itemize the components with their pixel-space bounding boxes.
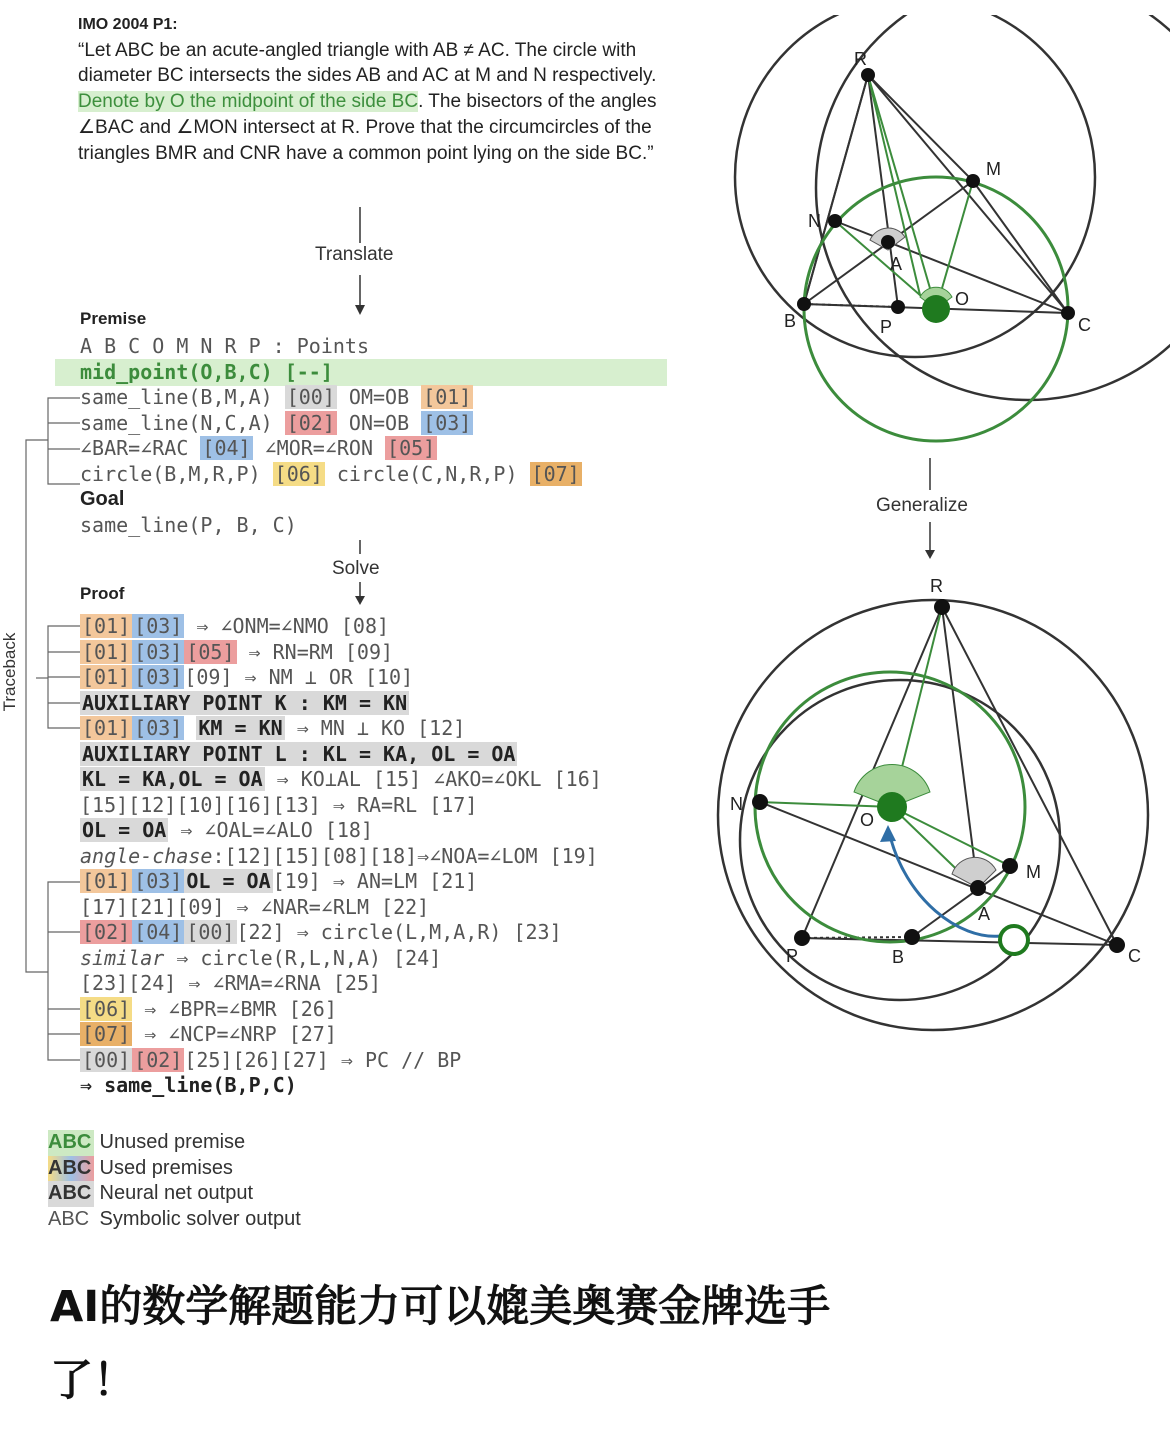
traceback-brackets [0,390,82,1080]
statement-text: ON=OB [336,410,422,435]
legend-swatch: ABC [48,1156,94,1182]
premise-line [80,385,582,411]
statement-text: circle(C,N,R,P) [324,461,530,486]
statement-text: ⇒ ∠NCP=∠NRP [27] [132,1022,337,1046]
label-bottom-n: N [730,794,743,814]
statement-text: [09] ⇒ NM ⊥ OR [10] [184,665,414,689]
reference-tag: [05] [186,639,235,664]
problem-title: IMO 2004 P1: [78,16,178,33]
problem-text-before: “Let ABC be an acute-angled triangle with AB ≠ AC. The circle with diameter BC intersects the sides AB and AC at M and N respectively. [78,39,657,87]
statement-text: similar [80,945,165,970]
proof-line [80,895,602,921]
reference-tag: [07] [82,1022,131,1046]
premise-points: A B C O M N R P : Points [80,334,369,358]
problem-text-after: . The bisectors of the angles ∠BAC and ∠MON intersect at R. Prove that the circumcircles of the triangles BMR and CNR have a common point lying on the side BC.” [78,91,657,164]
label-top-p: P [880,317,893,337]
label-bottom-o: O [860,810,875,830]
reference-tag: [00] [286,385,335,409]
proof-title: Proof [80,584,125,603]
statement-text: [25][26][27] ⇒ PC // BP [184,1047,462,1072]
statement-text: [19] ⇒ AN=LM [21] [272,869,478,893]
reference-tag: [01] [82,614,131,638]
statement-text: [23][24] ⇒ ∠RMA=∠RNA [25] [80,971,382,995]
reference-tag: [04] [134,920,183,944]
premise-lines [80,385,582,487]
statement-text: ∠MOR=∠RON [252,436,386,460]
proof-line [80,1073,602,1099]
reference-tag: [01] [82,869,131,893]
problem-highlight: Denote by O the midpoint of the side BC [78,91,419,113]
triangle-edges [804,75,1068,313]
proof-line [80,793,602,819]
reference-tag: [07] [531,461,580,486]
proof-line [80,946,602,972]
reference-tag: [03] [134,665,183,689]
label-top-c: C [1078,315,1091,335]
proof-line [80,844,602,870]
statement-text: ⇒ circle(R,L,N,A) [24] [164,945,442,970]
statement-text: OM=OB [336,385,422,409]
legend [48,1130,301,1232]
label-bottom-p: P [786,946,799,966]
reference-tag: [06] [274,461,323,486]
proof-line [80,869,602,895]
reference-tag: OL = OA [186,869,271,893]
reference-tag: KL = KA,OL = OA [82,767,263,791]
reference-tag: [03] [134,716,183,740]
statement-text: same_line(B,M,A) [80,385,285,409]
legend-label: Used premises [94,1156,233,1179]
reference-tag: KM = KN [198,716,283,740]
reference-tag: [02] [286,410,335,435]
generalize-label: Generalize [876,495,968,516]
translate-label: Translate [315,244,394,265]
statement-text: circle(B,M,R,P) [80,461,273,486]
statement-text: [17][21][09] ⇒ ∠NAR=∠RLM [22] [80,894,430,919]
reference-tag: [03] [134,639,183,664]
legend-item [48,1156,301,1182]
proof-line [80,691,602,717]
statement-text: ⇒ RN=RM [09] [236,639,394,664]
reference-tag: AUXILIARY POINT K : KM = KN [82,690,408,715]
proof-line [80,971,602,997]
reference-tag: [05] [387,436,436,460]
goal-title: Goal [80,488,125,510]
reference-tag: [06] [82,996,131,1021]
reference-tag: [02] [82,920,131,944]
proof-lines [80,614,602,1099]
premise-line [80,436,582,462]
statement-text: ∠BAR=∠RAC [80,436,201,460]
statement-text: [15][12][10][16][13] ⇒ RA=RL [17] [80,792,478,817]
proof-line [80,640,602,666]
original-diagram [720,15,1170,460]
label-top-n: N [808,211,821,231]
label-top-o: O [955,289,970,309]
legend-label: Neural net output [94,1182,253,1204]
solve-label: Solve [332,558,380,579]
reference-tag: AUXILIARY POINT L : KL = KA, OL = OA [82,741,516,766]
label-top-r: R [854,49,867,69]
legend-swatch: ABC [48,1181,94,1207]
headline [50,1270,830,1418]
legend-swatch: ABC [48,1207,90,1230]
traceback-label: Traceback [0,632,19,712]
statement-text: ⇒ MN ⊥ KO [12] [284,716,466,740]
label-bottom-r: R [930,576,943,596]
statement-text [184,716,196,740]
proof-line [80,665,602,691]
statement-text: ⇒ ∠BPR=∠BMR [26] [132,996,337,1021]
reference-tag: [01] [82,716,131,740]
statement-text: [22] ⇒ circle(L,M,A,R) [23] [236,920,562,944]
proof-line [80,1022,602,1048]
premise-line [80,411,582,437]
reference-tag: [03] [423,410,472,435]
legend-label: Unused premise [94,1131,246,1153]
reference-tag: [00] [186,920,235,944]
generalized-diagram [690,570,1170,1040]
goal-text: same_line(P, B, C) [80,513,297,537]
reference-tag: [03] [134,614,183,638]
reference-tag: [01] [82,665,131,689]
proof-line [80,614,602,640]
label-bottom-a: A [978,904,991,924]
proof-line [80,1048,602,1074]
label-bottom-b: B [892,947,905,967]
problem-statement [78,12,688,166]
label-bottom-m: M [1026,862,1041,882]
reference-tag: [01] [82,639,131,664]
statement-text: ⇒ ∠OAL=∠ALO [18] [168,818,373,842]
premise-title: Premise [80,309,147,328]
proof-line [80,920,602,946]
legend-item [48,1181,301,1207]
legend-swatch: ABC [48,1130,94,1156]
statement-text: :[12][15][08][18]⇒∠NOA=∠LOM [19] [212,843,598,868]
circle-outer-1 [718,600,1148,1030]
legend-item [48,1130,301,1156]
headline-line-2: 了！ [50,1356,136,1406]
label-bottom-c: C [1128,946,1141,966]
proof-line [80,742,602,768]
reference-tag: [02] [134,1047,183,1072]
reference-tag: OL = OA [82,818,167,842]
premise-line [80,462,582,488]
statement-text: ⇒ KO⊥AL [15] ∠AKO=∠OKL [16] [264,767,602,791]
legend-label: Symbolic solver output [94,1207,301,1230]
circle-bmr [735,15,1095,357]
reference-tag: [00] [82,1047,131,1072]
statement-text: ⇒ ∠ONM=∠NMO [08] [184,614,390,638]
label-top-b: B [784,311,797,331]
reference-tag: [03] [134,869,183,893]
proof-line [80,997,602,1023]
proof-line [80,767,602,793]
statement-text: same_line(N,C,A) [80,410,285,435]
legend-item [48,1207,301,1233]
reference-tag: [01] [423,385,472,409]
statement-text: angle-chase [80,843,213,868]
label-top-m: M [986,159,1001,179]
proof-line [80,716,602,742]
premise-mid-point: mid_point(O,B,C) [--] [80,360,333,384]
statement-text: ⇒ same_line(B,P,C) [80,1073,297,1097]
headline-line-1: AI的数学解题能力可以媲美奥赛金牌选手 [50,1282,831,1332]
proof-line [80,818,602,844]
reference-tag: [04] [202,436,251,460]
label-top-a: A [890,254,903,274]
